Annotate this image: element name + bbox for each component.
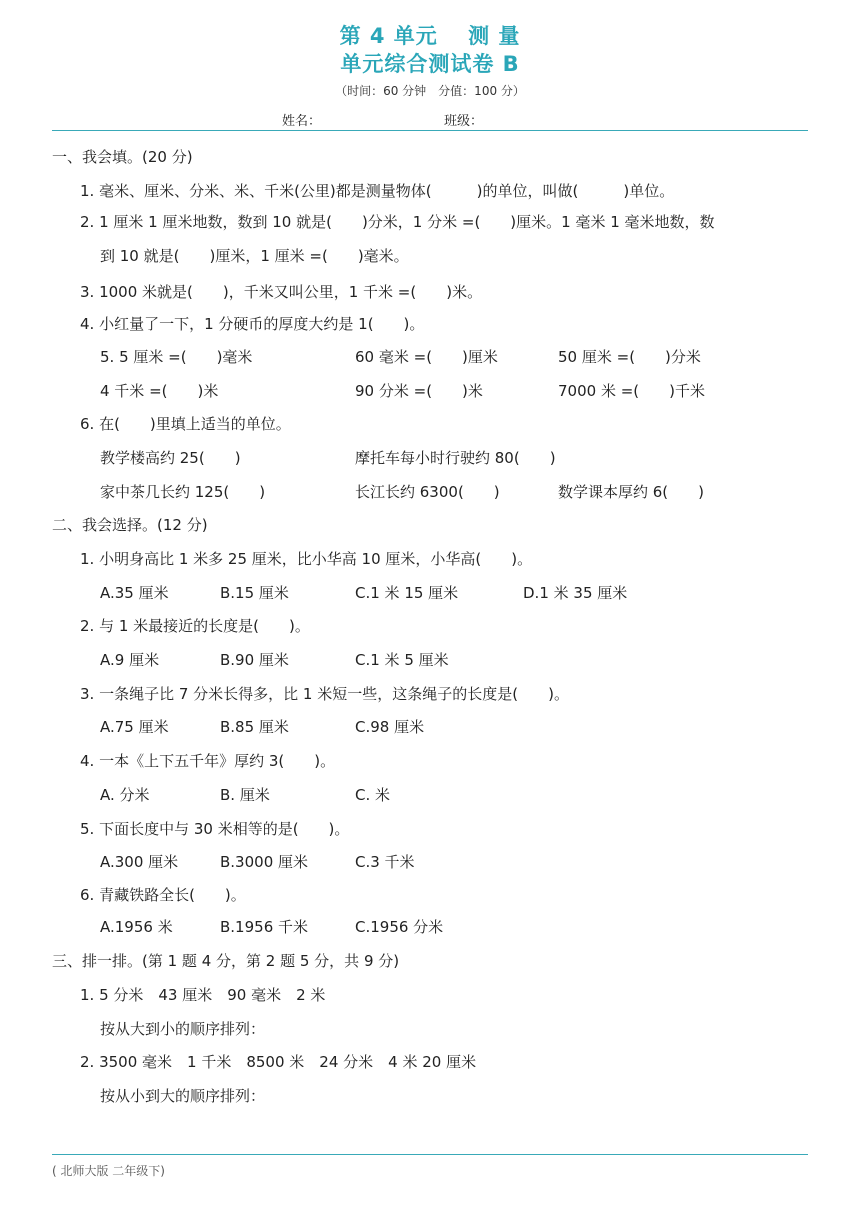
test-title: 单元综合测试卷 B (340, 52, 520, 76)
section-heading: 二、我会选择。(12 分) (52, 516, 208, 534)
question-line: 1. 小明身高比 1 米多 25 厘米，比小华高 10 厘米，小华高( )。 (80, 550, 533, 568)
choice-option: B. 厘米 (220, 786, 270, 804)
question-line: 6. 青藏铁路全长( )。 (80, 886, 246, 904)
section-heading: 一、我会填。(20 分) (52, 148, 193, 166)
conversion-item: 4 千米 =( )米 (100, 382, 219, 400)
choice-option: C.1956 分米 (355, 918, 444, 936)
question-line: 4. 一本《上下五千年》厚约 3( )。 (80, 752, 336, 770)
question-line: 到 10 就是( )厘米，1 厘米 =( )毫米。 (100, 247, 409, 265)
unit-item: 教学楼高约 25( ) (100, 449, 241, 467)
question-line: 1. 毫米、厘米、分米、米、千米(公里)都是测量物体( )的单位，叫做( )单位。 (80, 182, 675, 200)
conversion-item: 90 分米 =( )米 (355, 382, 483, 400)
unit-item: 家中茶几长约 125( ) (100, 483, 266, 501)
question-line: 4. 小红量了一下，1 分硬币的厚度大约是 1( )。 (80, 315, 425, 333)
question-line: 5. 下面长度中与 30 米相等的是( )。 (80, 820, 350, 838)
class-label: 班级： (444, 114, 484, 129)
question-line: 按从小到大的顺序排列： (100, 1087, 266, 1105)
choice-option: B.3000 厘米 (220, 853, 309, 871)
name-label: 姓名： (282, 114, 322, 129)
question-line: 2. 3500 毫米 1 千米 8500 米 24 分米 4 米 20 厘米 (80, 1053, 477, 1071)
header-rule (52, 130, 808, 131)
footer-edition: ( 北师大版 二年级下) (52, 1164, 165, 1178)
unit-item: 长江长约 6300( ) (355, 483, 500, 501)
choice-option: C. 米 (355, 786, 391, 804)
choice-option: C.3 千米 (355, 853, 415, 871)
conversion-item: 7000 米 =( )千米 (558, 382, 705, 400)
conversion-item: 60 毫米 =( )厘米 (355, 348, 498, 366)
question-line: 3. 1000 米就是( )，千米又叫公里，1 千米 =( )米。 (80, 283, 483, 301)
question-line: 3. 一条绳子比 7 分米长得多，比 1 米短一些，这条绳子的长度是( )。 (80, 685, 569, 703)
choice-option: A.300 厘米 (100, 853, 179, 871)
choice-option: C.98 厘米 (355, 718, 425, 736)
choice-option: A.1956 米 (100, 918, 173, 936)
footer-rule (52, 1154, 808, 1155)
choice-option: B.85 厘米 (220, 718, 289, 736)
question-line: 2. 与 1 米最接近的长度是( )。 (80, 617, 310, 635)
choice-option: A. 分米 (100, 786, 150, 804)
choice-option: C.1 米 5 厘米 (355, 651, 449, 669)
choice-option: B.1956 千米 (220, 918, 309, 936)
conversion-item: 5. 5 厘米 =( )毫米 (100, 348, 253, 366)
choice-option: B.15 厘米 (220, 584, 289, 602)
section-heading: 三、排一排。(第 1 题 4 分，第 2 题 5 分，共 9 分) (52, 952, 400, 970)
unit-item: 摩托车每小时行驶约 80( ) (355, 449, 556, 467)
choice-option: A.35 厘米 (100, 584, 169, 602)
question-line: 按从大到小的顺序排列： (100, 1020, 266, 1038)
choice-option: A.9 厘米 (100, 651, 160, 669)
choice-option: A.75 厘米 (100, 718, 169, 736)
question-line: 2. 1 厘米 1 厘米地数，数到 10 就是( )分米，1 分米 =( )厘米。1 毫米 1 毫米地数，数 (80, 213, 715, 231)
choice-option: C.1 米 15 厘米 (355, 584, 459, 602)
question-line: 6. 在( )里填上适当的单位。 (80, 415, 291, 433)
conversion-item: 50 厘米 =( )分米 (558, 348, 701, 366)
unit-item: 数学课本厚约 6( ) (558, 483, 705, 501)
unit-title: 第 4 单元 测 量 (339, 24, 521, 48)
choice-option: D.1 米 35 厘米 (523, 584, 628, 602)
question-line: 1. 5 分米 43 厘米 90 毫米 2 米 (80, 986, 326, 1004)
time-score-info: （时间：60 分钟 分值：100 分） (335, 84, 525, 98)
choice-option: B.90 厘米 (220, 651, 289, 669)
